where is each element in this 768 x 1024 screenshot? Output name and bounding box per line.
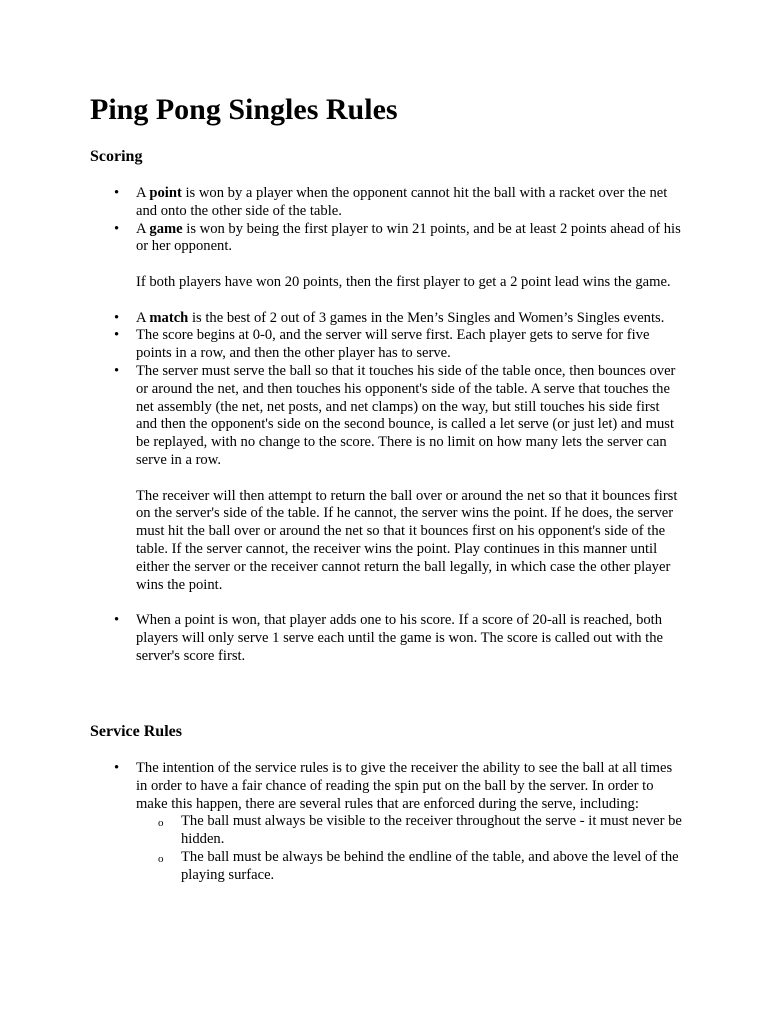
list-item: • The score begins at 0-0, and the server will serve first. Each player gets to serve for five points in a row, and then the other player has to serve. <box>0 327 768 363</box>
list-item-paragraph: The receiver will then attempt to return the ball over or around the net so that it bounces first on the server's side of the table. If he cannot, the server wins the point. If he does, the server must hit the ball over or around the net so that it bounces first on his opponent's side of the table. If the server cannot, the receiver wins the point. Play continues in this manner until either the server or the receiver cannot return the ball legally, in which case the other player wins the point. <box>136 487 678 593</box>
list-item: • A point is won by a player when the opponent cannot hit the ball with a racket over the net and onto the other side of the table. <box>0 185 768 221</box>
sub-list-item: o The ball must be always be behind the endline of the table, and above the level of the playing surface. <box>136 849 684 885</box>
section-heading-scoring: Scoring <box>90 148 143 165</box>
list-item: • The server must serve the ball so that it touches his side of the table once, then bounces over or around the net, and then touches his opponent's side of the table. A serve that touches the net assembly (the net, net posts, and net clamps) on the way, but still touches his side first and then the opponent's side on the second bounce, is called a let serve (or just let) and must be replayed, with no change to the score. There is no limit on how many lets the server can serve in a row. The receiver will then attempt to return the ball over or around the net so that it bounces first on the server's side of the table. If he cannot, the server wins the point. If he does, the server must hit the ball over or around the net so that it bounces first on his opponent's side of the table. If the server cannot, the receiver wins the point. Play continues in this manner until either the server or the receiver cannot return the ball legally, in which case the other player wins the point. <box>0 363 768 612</box>
section-heading-service-rules: Service Rules <box>90 723 182 740</box>
term-point: point <box>149 185 182 201</box>
list-item: • When a point is won, that player adds one to his score. If a score of 20-all is reached, both players will only serve 1 serve each until the game is won. The score is called out with the server's score first. <box>0 612 768 665</box>
list-item: • The intention of the service rules is to give the receiver the ability to see the ball at all times in order to have a fair chance of reading the spin put on the ball by the server. In order to make this happen, there are several rules that are enforced during the serve, including: o The ball must always be visible to the receiver throughout the serve - it must never be hidden. o The ball must be always be behind the endline of the table, and above the level of the playing surface. <box>0 760 768 885</box>
scoring-list <box>0 185 768 666</box>
sub-list <box>136 813 684 884</box>
page-title: Ping Pong Singles Rules <box>90 93 398 126</box>
service-rules-list <box>0 760 768 885</box>
list-item: • A game is won by being the first player to win 21 points, and be at least 2 points ahead of his or her opponent. If both players have won 20 points, then the first player to get a 2 point lead wins the game. <box>0 221 768 310</box>
sub-list-item: o The ball must always be visible to the receiver throughout the serve - it must never be hidden. <box>136 813 684 849</box>
term-game: game <box>149 220 183 237</box>
list-item-paragraph: If both players have won 20 points, then the first player to get a 2 point lead wins the game. <box>136 273 671 290</box>
list-item: • A match is the best of 2 out of 3 games in the Men’s Singles and Women’s Singles events. <box>0 310 768 328</box>
term-match: match <box>149 309 189 326</box>
